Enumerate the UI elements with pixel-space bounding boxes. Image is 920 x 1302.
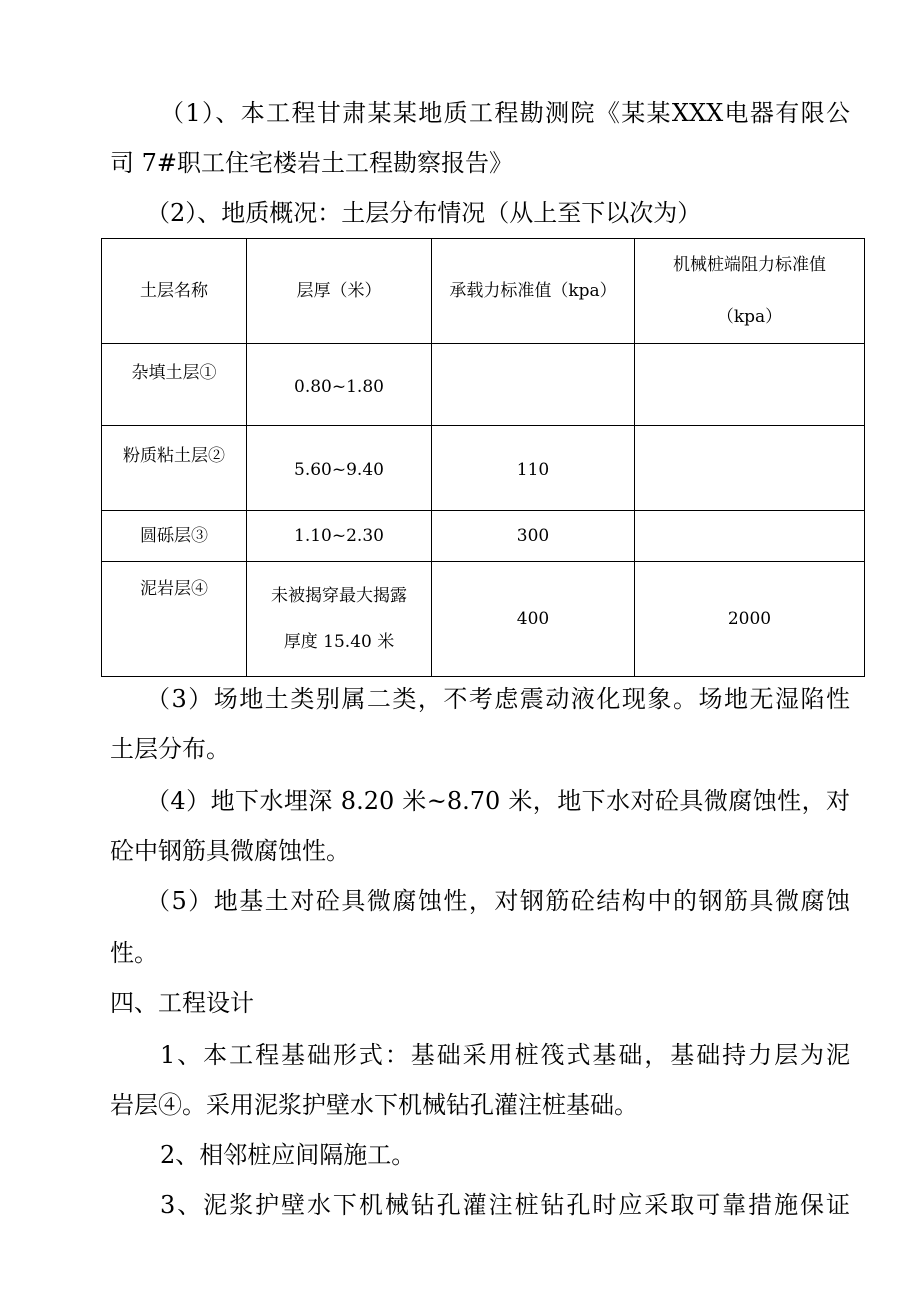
header-thickness: 层厚（米）	[247, 239, 432, 344]
cell-layer-name	[102, 426, 247, 511]
table-row	[102, 426, 865, 511]
paragraph-5-line-2: 性。	[110, 939, 158, 967]
header-layer-name: 土层名称	[102, 239, 247, 344]
soil-layer-table	[101, 238, 865, 677]
header-bearing-capacity: 承载力标准值（kpa）	[432, 239, 635, 344]
table-row	[102, 511, 865, 562]
table-row	[102, 562, 865, 677]
cell-thickness	[247, 344, 432, 426]
thickness-text: 5.60~9.40	[294, 460, 384, 480]
header-pile-resistance-line-1: 机械桩端阻力标准值	[673, 255, 826, 275]
paragraph-5-line-1: （5）地基土对砼具微腐蚀性，对钢筋砼结构中的钢筋具微腐蚀	[146, 887, 850, 915]
design-item-1-line-2: 岩层④。采用泥浆护壁水下机械钻孔灌注桩基础。	[110, 1091, 638, 1119]
layer-name-text: 泥岩层④	[140, 579, 208, 599]
cell-pile	[635, 344, 865, 426]
cell-thickness: 1.10~2.30	[247, 511, 432, 562]
paragraph-3-line-1: （3）场地土类别属二类，不考虑震动液化现象。场地无湿陷性	[146, 685, 850, 713]
cell-thickness	[247, 562, 432, 677]
cell-bearing: 400	[432, 562, 635, 677]
layer-name-text: 杂填土层①	[131, 362, 217, 383]
design-item-3-line-1: 3、泥浆护壁水下机械钻孔灌注桩钻孔时应采取可靠措施保证	[160, 1191, 850, 1219]
cell-layer-name	[102, 562, 247, 677]
table-header-row	[102, 239, 865, 344]
cell-layer-name: 圆砾层③	[102, 511, 247, 562]
header-pile-resistance-line-2: （kpa）	[716, 307, 783, 327]
layer-name-text: 粉质粘土层②	[123, 446, 225, 466]
paragraph-1-line-1: （1）、本工程甘肃某某地质工程勘测院《某某XXX电器有限公	[160, 99, 850, 127]
section-heading: 四、工程设计	[110, 989, 254, 1017]
cell-bearing	[432, 344, 635, 426]
cell-bearing	[432, 426, 635, 511]
cell-pile	[635, 426, 865, 511]
header-pile-resistance	[635, 239, 865, 344]
paragraph-3-line-2: 土层分布。	[110, 735, 230, 763]
design-item-2: 2、相邻桩应间隔施工。	[160, 1141, 416, 1169]
paragraph-4-line-1: （4）地下水埋深 8.20 米~8.70 米，地下水对砼具微腐蚀性，对	[146, 787, 850, 815]
paragraph-1-line-2: 司 7#职工住宅楼岩土工程勘察报告》	[110, 149, 514, 177]
design-item-1-line-1: 1、本工程基础形式：基础采用桩筏式基础，基础持力层为泥	[160, 1041, 850, 1069]
cell-pile	[635, 511, 865, 562]
table-row	[102, 344, 865, 426]
bearing-text: 110	[516, 460, 550, 480]
paragraph-2: （2）、地质概况：土层分布情况（从上至下以次为）	[146, 199, 702, 227]
cell-bearing: 300	[432, 511, 635, 562]
cell-pile: 2000	[635, 562, 865, 677]
thickness-line-2: 厚度 15.40 米	[283, 632, 395, 652]
paragraph-4-line-2: 砼中钢筋具微腐蚀性。	[110, 837, 350, 865]
cell-layer-name	[102, 344, 247, 426]
thickness-text: 0.80~1.80	[294, 376, 384, 397]
cell-thickness	[247, 426, 432, 511]
thickness-line-1: 未被揭穿最大揭露	[271, 586, 407, 606]
